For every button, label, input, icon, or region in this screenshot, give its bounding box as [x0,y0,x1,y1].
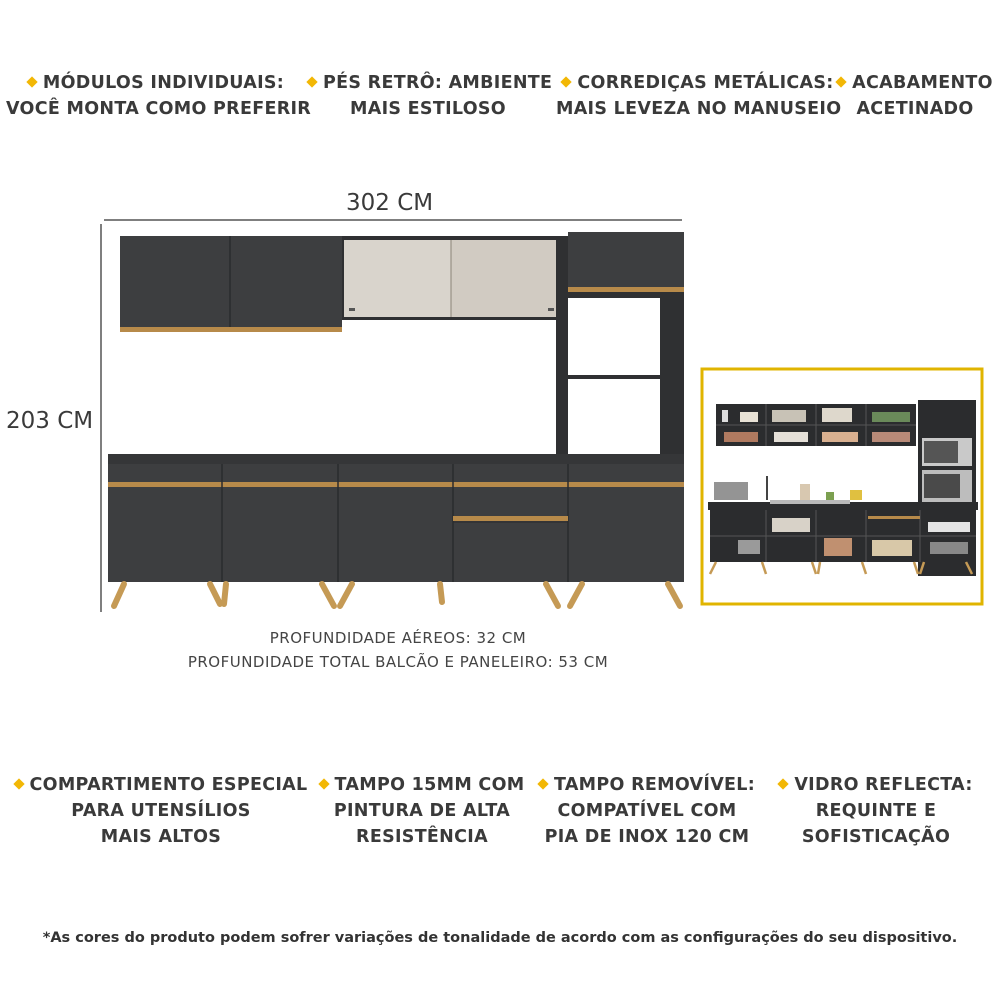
feature-line: CORREDIÇAS METÁLICAS: [577,73,834,93]
depth-total-text: PROFUNDIDADE TOTAL BALCÃO E PANELEIRO: 53 CM [187,653,609,671]
diamond-bullet-icon [778,778,789,789]
tall-top-door [568,232,684,287]
retro-feet [114,584,680,606]
feature-line: MAIS ALTOS [100,827,222,847]
feature-line: PARA UTENSÍLIOS [71,801,251,821]
diamond-bullet-icon [318,778,329,789]
feature-line: MÓDULOS INDIVIDUAIS: [42,73,285,93]
height-dimension-label: 203 CM [6,408,94,434]
upper-door-2 [230,236,342,332]
sink [770,500,850,504]
feature-line: VOCÊ MONTA COMO PREFERIR [6,99,312,119]
feature-removable-top [532,772,762,850]
feature-line: TAMPO 15MM COM [334,775,525,795]
feature-reflecta-glass [778,772,974,850]
feature-line: COMPARTIMENTO ESPECIAL [29,775,308,795]
diamond-bullet-icon [537,778,548,789]
tall-cabinet [556,232,684,456]
reference-photo [702,369,982,604]
feature-line: VIDRO REFLECTA: [794,775,973,795]
upper-cabinets [120,236,560,332]
feature-countertop-paint [312,772,532,850]
upper-door-1 [120,236,230,332]
feature-line: MAIS LEVEZA NO MANUSEIO [556,99,842,119]
width-dimension-label: 302 CM [346,190,434,216]
feature-line: SOFISTICAÇÃO [801,827,951,847]
feature-line: RESISTÊNCIA [356,827,488,847]
countertop [108,454,684,464]
base-cabinets [108,464,684,582]
glass-door-right [451,240,558,317]
feature-line: COMPATÍVEL COM [557,801,737,821]
feature-special-compartment [14,772,308,850]
feature-line: TAMPO REMOVÍVEL: [553,775,756,795]
diamond-bullet-icon [13,778,24,789]
feature-line: MAIS ESTILOSO [350,99,506,119]
feature-line: PIA DE INOX 120 CM [544,827,750,847]
feature-line: PÉS RETRÔ: AMBIENTE [323,73,553,93]
glass-door-left [344,240,451,317]
feature-line: PINTURA DE ALTA [333,801,511,821]
drawer-handle [453,516,568,521]
feature-line: ACETINADO [856,99,974,119]
depth-upper-text: PROFUNDIDADE AÉREOS: 32 CM [269,629,527,647]
feature-line: ACABAMENTO [852,73,993,93]
feature-line: REQUINTE E [815,801,937,821]
color-disclaimer: *As cores do produto podem sofrer variações de tonalidade de acordo com as configurações do seu dispositivo. [42,930,958,946]
